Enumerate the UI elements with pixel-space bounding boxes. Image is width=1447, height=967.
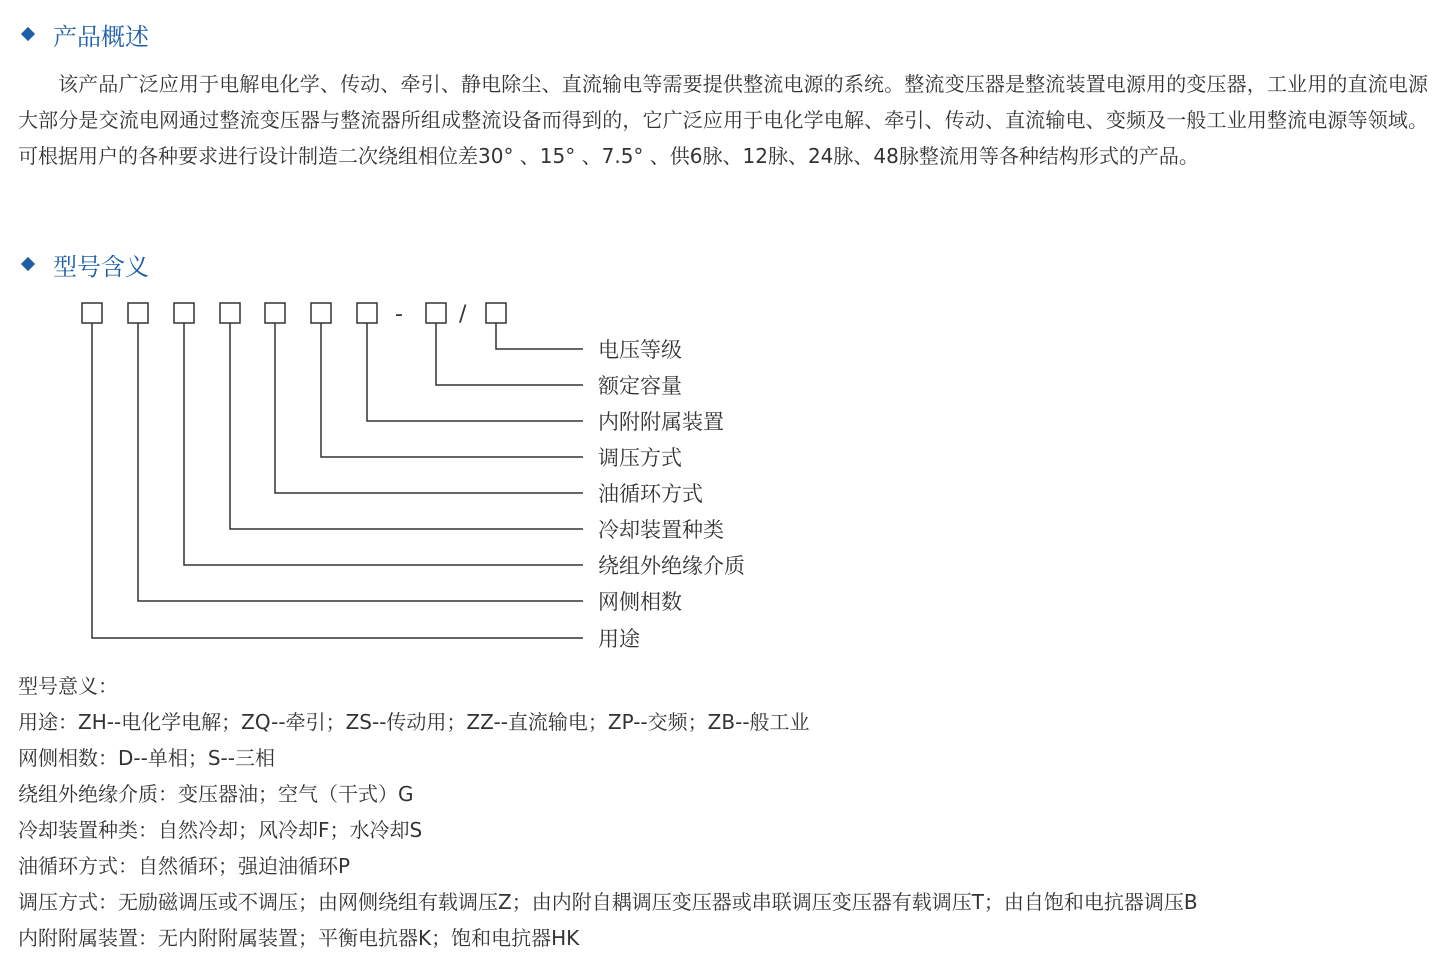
model-meaning-list	[18, 668, 1198, 956]
model-meaning-title: 型号意义：	[18, 674, 118, 698]
code-box-1	[82, 303, 102, 323]
leader-line-phases	[138, 323, 583, 601]
leader-line-insulation	[184, 323, 583, 565]
meaning-usage: 用途：ZH--电化学电解；ZQ--牵引；ZS--传动用；ZZ--直流输电；ZP--交频；ZB--般工业	[18, 710, 810, 734]
code-box-9	[486, 303, 506, 323]
meaning-winding-insulation: 绕组外绝缘介质：变压器油；空气（干式）G	[18, 782, 414, 806]
code-box-4	[220, 303, 240, 323]
label-usage: 用途	[598, 627, 640, 651]
meaning-accessory-device: 内附附属装置：无内附附属装置；平衡电抗器K；饱和电抗器HK	[18, 926, 580, 950]
code-box-2	[128, 303, 148, 323]
leader-line-cooling	[230, 323, 583, 529]
label-voltage-level: 电压等级	[598, 338, 682, 362]
label-rated-capacity: 额定容量	[598, 374, 682, 398]
meaning-oil-circulation: 油循环方式：自然循环；强迫油循环P	[18, 854, 351, 878]
leader-line-usage	[92, 323, 583, 638]
code-slash: /	[459, 302, 467, 327]
label-accessory-device: 内附附属装置	[598, 410, 724, 434]
code-box-7	[357, 303, 377, 323]
label-cooling-type: 冷却装置种类	[598, 518, 724, 542]
overview-heading	[20, 16, 149, 52]
model-heading-text: 型号含义	[53, 252, 149, 281]
overview-heading-text: 产品概述	[53, 22, 149, 51]
meaning-grid-phases: 网侧相数：D--单相；S--三相	[18, 746, 275, 770]
label-regulation-method: 调压方式	[598, 446, 682, 470]
label-oil-circulation: 油循环方式	[598, 482, 703, 506]
leader-line-capacity	[436, 323, 583, 385]
leader-line-voltage	[496, 323, 583, 349]
leader-line-oil-circulation	[275, 323, 583, 493]
code-box-6	[311, 303, 331, 323]
leader-line-accessory	[367, 323, 583, 421]
code-box-3	[174, 303, 194, 323]
overview-paragraph: 该产品广泛应用于电解电化学、传动、牵引、静电除尘、直流输电等需要提供整流电源的系统。整流变压器是整流装置电源用的变压器，工业用的直流电源大部分是交流电网通过整流变压器与整流器所组成整流设备而得到的，它广泛应用于电化学电解、牵引、传动、直流输电、变频及一般工业用整流电源等领域。可根据用户的各种要求进行设计制造二次绕组相位差30° 、15° 、7.5° 、供6脉、12脉、24脉、48脉整流用等各种结构形式的产品。	[18, 72, 1428, 168]
code-dash: -	[395, 302, 403, 327]
meaning-regulation-method: 调压方式：无励磁调压或不调压；由网侧绕组有载调压Z；由内附自耦调压变压器或串联调压变压器有载调压T；由自饱和电抗器调压B	[18, 890, 1198, 914]
diamond-bullet-icon	[21, 27, 35, 41]
diamond-bullet-icon	[21, 257, 35, 271]
code-box-5	[265, 303, 285, 323]
code-box-8	[426, 303, 446, 323]
label-winding-insulation: 绕组外绝缘介质	[598, 554, 745, 578]
model-heading	[20, 246, 149, 282]
leader-line-regulation	[321, 323, 583, 457]
meaning-cooling-type: 冷却装置种类：自然冷却；风冷却F；水冷却S	[18, 818, 423, 842]
label-grid-phases: 网侧相数	[598, 590, 682, 614]
